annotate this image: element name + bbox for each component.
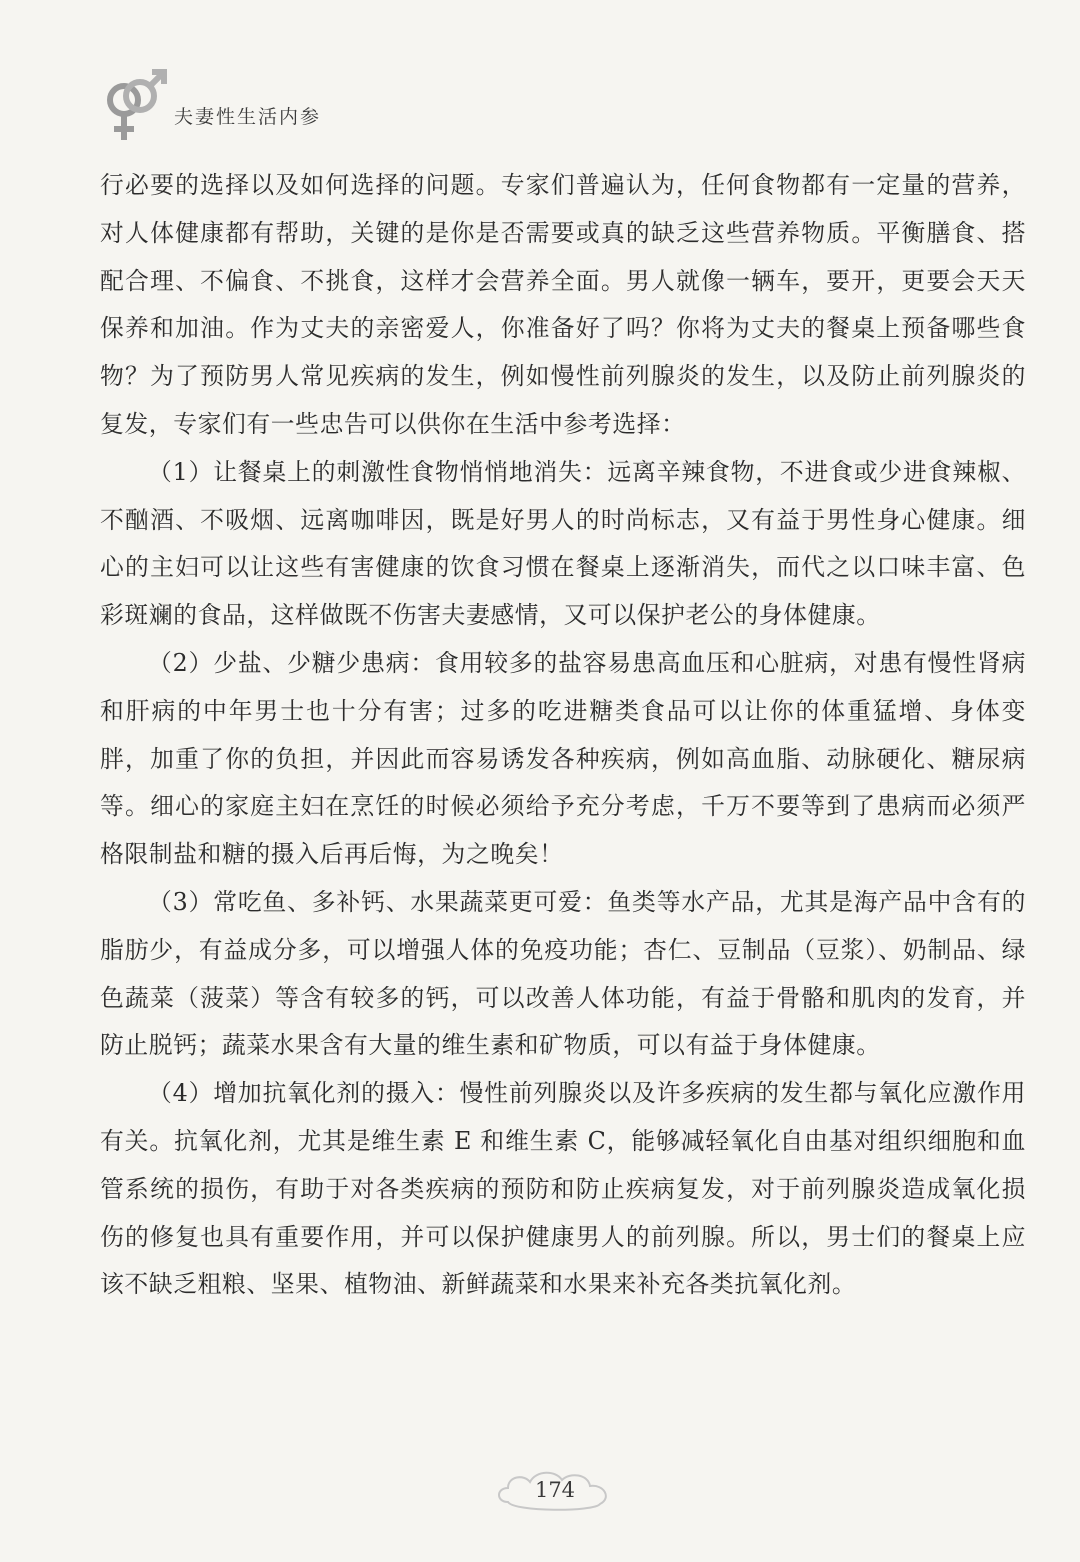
page-number: 174: [534, 1478, 576, 1502]
gender-symbols-icon: [98, 66, 170, 146]
paragraph: （2）少盐、少糖少患病：食用较多的盐容易患高血压和心脏病，对患有慢性肾病和肝病的中年男士也十分有害；过多的吃进糖类食品可以让你的体重猛增、身体变胖，加重了你的负担，并因此而容易诱发各种疾病，例如高血脂、动脉硬化、糖尿病等。细心的家庭主妇在烹饪的时候必须给予充分考虑，千万不要等到了患病而必须严格限制盐和糖的摄入后再后悔，为之晚矣！: [100, 648, 1026, 869]
paragraph: （1）让餐桌上的刺激性食物悄悄地消失：远离辛辣食物，不进食或少进食辣椒、不酗酒、不吸烟、远离咖啡因，既是好男人的时尚标志，又有益于男性身心健康。细心的主妇可以让这些有害健康的饮食习惯在餐桌上逐渐消失，而代之以口味丰富、色彩斑斓的食品，这样做既不伤害夫妻感情，又可以保护老公的身体健康。: [100, 457, 1026, 630]
paragraph: 行必要的选择以及如何选择的问题。专家们普遍认为，任何食物都有一定量的营养，对人体健康都有帮助，关键的是你是否需要或真的缺乏这些营养物质。平衡膳食、搭配合理、不偏食、不挑食，这样才会营养全面。男人就像一辆车，要开，更要会天天保养和加油。作为丈夫的亲密爱人，你准备好了吗？你将为丈夫的餐桌上预备哪些食物？为了预防男人常见疾病的发生，例如慢性前列腺炎的发生，以及防止前列腺炎的复发，专家们有一些忠告可以供你在生活中参考选择：: [100, 171, 1026, 438]
paragraph: （3）常吃鱼、多补钙、水果蔬菜更可爱：鱼类等水产品，尤其是海产品中含有的脂肪少，有益成分多，可以增强人体的免疫功能；杏仁、豆制品（豆浆）、奶制品、绿色蔬菜（菠菜）等含有较多的钙，可以改善人体功能，有益于骨骼和肌肉的发育，并防止脱钙；蔬菜水果含有大量的维生素和矿物质，可以有益于身体健康。: [100, 887, 1026, 1060]
page-footer: [490, 1460, 620, 1520]
body-text: [100, 162, 1026, 1309]
paragraph: （4）增加抗氧化剂的摄入：慢性前列腺炎以及许多疾病的发生都与氧化应激作用有关。抗氧化剂，尤其是维生素 E 和维生素 C，能够减轻氧化自由基对组织细胞和血管系统的损伤，有助于对各类疾病的预防和防止疾病复发，对于前列腺炎造成氧化损伤的修复也具有重要作用，并可以保护健康男人的前列腺。所以，男士们的餐桌上应该不缺乏粗粮、坚果、植物油、新鲜蔬菜和水果来补充各类抗氧化剂。: [100, 1079, 1026, 1299]
book-title: 夫妻性生活内参: [174, 106, 322, 128]
running-header: [98, 66, 498, 146]
